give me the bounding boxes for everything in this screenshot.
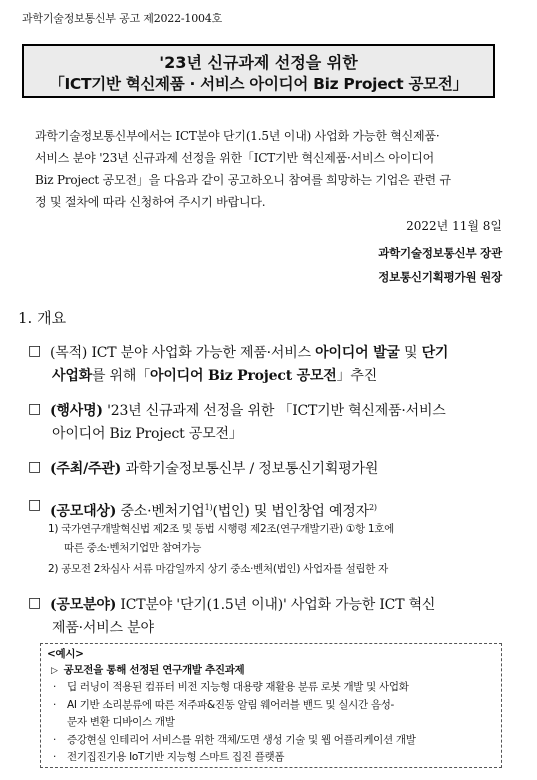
footnote-ref: 2) <box>368 503 377 512</box>
item-line <box>28 342 506 365</box>
signer-institute: 정보통신기획평가원 원장 <box>378 270 502 284</box>
item-purpose <box>28 342 506 388</box>
intro-line: 서비스 분야 '23년 신규과제 선정을 위한「ICT기반 혁신제품·서비스 아이디어 <box>35 151 434 165</box>
signer-ministry: 과학기술정보통신부 장관 <box>378 246 502 260</box>
item-line <box>28 365 506 388</box>
example-list <box>53 679 416 767</box>
example-box <box>40 643 502 768</box>
item-label: (목적) <box>50 345 88 361</box>
list-item-text: AI 기반 소리분류에 따른 저주파&진동 알림 웨어러블 밴드 및 실시간 음성- <box>67 698 395 711</box>
footnote-2: 2) 공모전 2차심사 서류 마감일까지 상기 중소·벤처(법인) 사업자를 설립한 자 <box>48 563 388 575</box>
list-item-text: 증강현실 인테리어 서비스를 위한 객체/도면 생성 기술 및 웹 어플리케이션 개발 <box>67 733 416 746</box>
item-label: (공모분야) <box>50 597 117 613</box>
triangle-icon: ▷ <box>51 666 58 676</box>
footnote-ref: 1) <box>204 503 213 512</box>
item-text: '23년 신규과제 선정을 위한 「ICT기반 혁신제품·서비스 <box>107 403 446 419</box>
item-line <box>28 594 506 617</box>
footnote-1-cont: 따른 중소·벤처기업만 참여가능 <box>64 542 202 554</box>
checkbox-icon: □ <box>28 497 42 513</box>
checkbox-icon: □ <box>28 343 42 359</box>
checkbox-icon: □ <box>28 459 42 475</box>
item-text: (법인) 및 법인창업 예정자 <box>212 503 369 520</box>
notice-number: 과학기술정보통신부 공고 제2022-1004호 <box>22 12 223 25</box>
example-heading <box>51 662 244 677</box>
list-item <box>53 679 416 697</box>
intro-line: 정 및 절차에 따라 신청하여 주시기 바랍니다. <box>35 195 266 209</box>
title-line-2: 「ICT기반 혁신제품 · 서비스 아이디어 Biz Project 공모전」 <box>49 75 468 93</box>
item-text: 과학기술정보통신부 / 정보통신기획평가원 <box>125 461 379 477</box>
item-text: ICT분야 '단기(1.5년 이내)' 사업화 가능한 ICT 혁신 <box>120 597 436 613</box>
item-emphasis: 사업화 <box>52 368 92 384</box>
intro-line: 과학기술정보통신부에서는 ICT분야 단기(1.5년 이내) 사업화 가능한 혁신제품· <box>35 129 440 143</box>
list-item-text: 문자 변환 디바이스 개발 <box>67 716 175 728</box>
item-label: (주최/주관) <box>50 461 122 477</box>
item-host <box>28 458 506 481</box>
item-field <box>28 594 506 640</box>
item-emphasis: 아이디어 Biz Project 공모전 <box>150 368 337 384</box>
bullet-icon: · <box>53 751 57 763</box>
section-title: 1. 개요 <box>18 309 67 327</box>
item-line <box>28 400 506 423</box>
item-text: 」추진 <box>336 368 378 384</box>
bullet-icon: · <box>53 733 57 746</box>
list-item-text: 전기집진기용 IoT기반 지능형 스마트 집진 플랫폼 <box>67 751 285 763</box>
bullet-icon: · <box>53 698 57 711</box>
list-item-cont <box>53 714 416 732</box>
checkbox-icon: □ <box>28 595 42 611</box>
item-text: 및 <box>399 345 422 361</box>
item-text: ICT 분야 사업화 가능한 제품·서비스 <box>91 345 316 361</box>
item-text: 중소·벤처기업 <box>120 503 205 520</box>
item-event-name <box>28 400 506 446</box>
checkbox-icon: □ <box>28 401 42 417</box>
intro-line: Biz Project 공모전」을 다음과 같이 공고하오니 참여를 희망하는 기업은 관련 규 <box>35 173 451 187</box>
list-item-text: 딥 러닝이 적용된 컴퓨터 비전 지능형 대용량 재활용 분류 로봇 개발 및 사업화 <box>67 681 409 693</box>
list-item <box>53 749 416 767</box>
item-label: (공모대상) <box>50 503 117 520</box>
item-label: (행사명) <box>50 403 103 419</box>
item-line: 아이디어 Biz Project 공모전」 <box>52 426 243 442</box>
footnote-1: 1) 국가연구개발혁신법 제2조 및 동법 시행령 제2조(연구개발기관) ①항 1호에 <box>48 523 394 535</box>
announcement-date: 2022년 11월 8일 <box>406 219 502 233</box>
item-emphasis: 단기 <box>421 345 449 361</box>
list-item <box>53 697 416 715</box>
title-line-1: '23년 신규과제 선정을 위한 <box>159 53 358 72</box>
item-emphasis: 아이디어 발굴 <box>315 345 400 361</box>
intro-paragraph <box>35 125 505 213</box>
list-item <box>53 732 416 750</box>
example-heading-text: 공모전을 통해 선정된 연구개발 추진과제 <box>63 664 245 676</box>
item-text: 를 위해「 <box>91 368 151 384</box>
title-box <box>22 44 495 98</box>
item-line: 제품·서비스 분야 <box>52 620 154 636</box>
bullet-icon: · <box>53 681 57 693</box>
example-title: <예시> <box>47 648 84 660</box>
item-line <box>28 458 506 481</box>
